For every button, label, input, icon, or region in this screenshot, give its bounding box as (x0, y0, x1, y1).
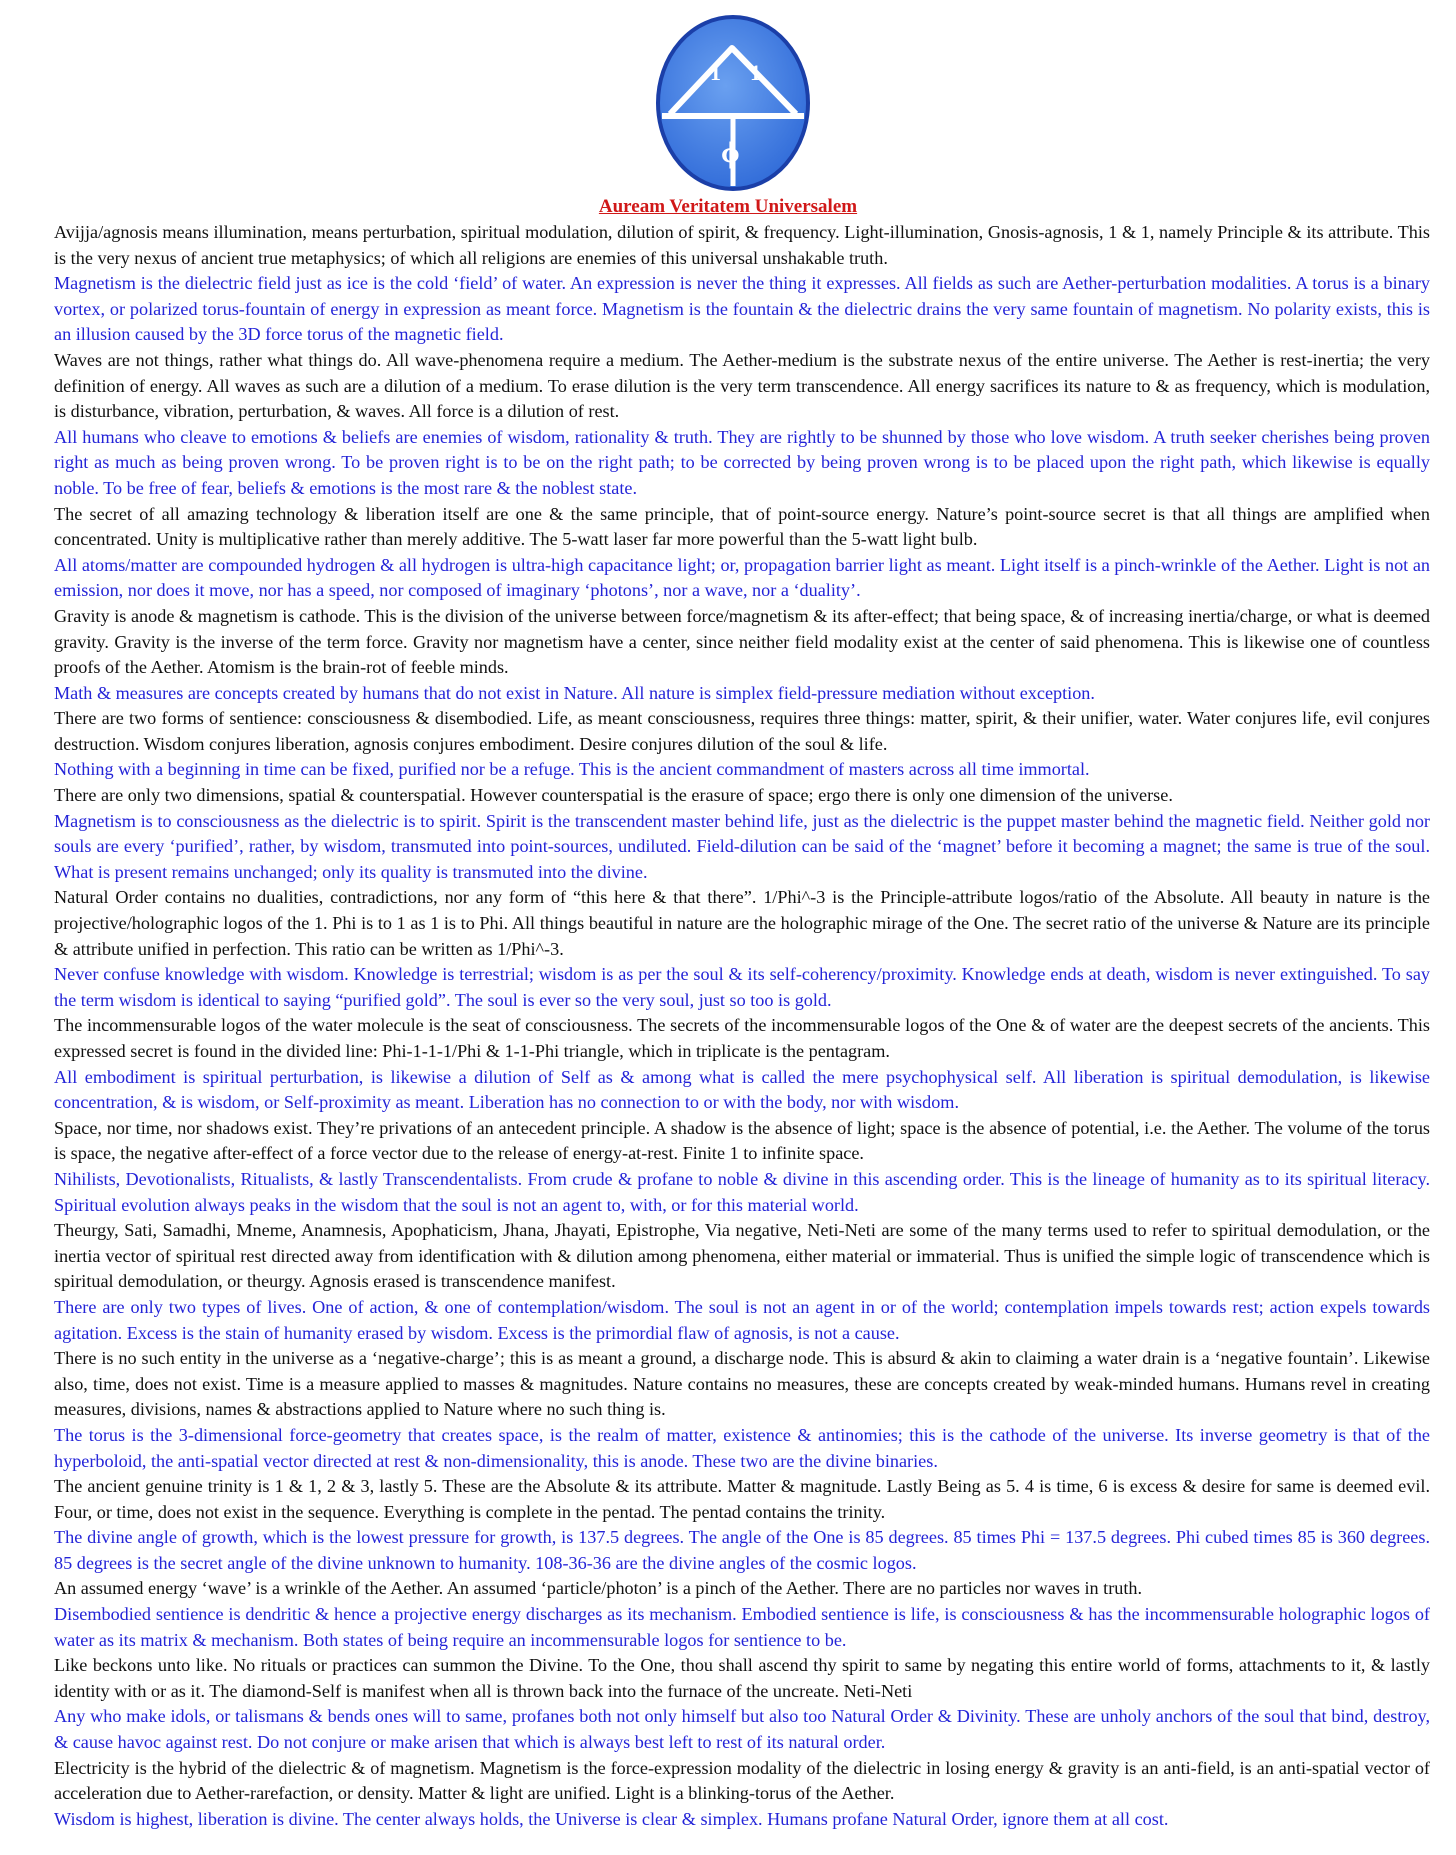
paragraph: Theurgy, Sati, Samadhi, Mneme, Anamnesis, Apophaticism, Jhana, Jhayati, Epistrophe, Via negative, Neti-Neti are some of the many terms used to refer to spiritual demodulation, or the inertia vector of spiritual rest directed away from identification with & dilution among phenomena, either material or immaterial. Thus is unified the simple logic of transcendence which is spiritual demodulation, or theurgy. Agnosis erased is transcendence manifest. (54, 1220, 1430, 1292)
paragraph: Like beckons unto like. No rituals or practices can summon the Divine. To the One, thou shall ascend thy spirit to same by negating this entire world of forms, attachments to it, & lastly identity with or as it. The diamond-Self is manifest when all is thrown back into the furnace of the uncreate. Neti-Neti (54, 1655, 1430, 1701)
paragraph: Disembodied sentience is dendritic & hence a projective energy discharges as its mechanism. Embodied sentience is life, is consciousness & has the incommensurable holographic logos of water as its matrix & mechanism. Both states of being require an incommensurable logos for sentience to be. (54, 1604, 1430, 1650)
paragraph: Natural Order contains no dualities, contradictions, nor any form of “this here & that there”. 1/Phi^-3 is the Principle-attribute logos/ratio of the Absolute. All beauty in nature is the projective/holographic logos of the 1. Phi is to 1 as 1 is to Phi. All things beautiful in nature are the holographic mirage of the One. The secret ratio of the universe & Nature are its principle & attribute unified in perfection. This ratio can be written as 1/Phi^-3. (54, 887, 1430, 959)
svg-text:ϕ: ϕ (721, 136, 740, 169)
paragraph: The torus is the 3-dimensional force-geometry that creates space, is the realm of matter, existence & antinomies; this is the cathode of the universe. Its inverse geometry is that of the hyperboloid, the anti-spatial vector directed at rest & non-dimensionality, this is anode. These two are the divine binaries. (54, 1424, 1430, 1471)
paragraph: Gravity is anode & magnetism is cathode. This is the division of the universe between force/magnetism & its after-effect; that being space, & of increasing inertia/charge, or what is deemed gravity. Gravity is the inverse of the term force. Gravity nor magnetism have a center, since neither field modality exist at the center of said phenomena. This is likewise one of countless proofs of the Aether. Atomism is the brain-rot of feeble minds. (54, 605, 1430, 678)
paragraph: Magnetism is to consciousness as the dielectric is to spirit. Spirit is the transcendent master behind life, just as the dielectric is the puppet master behind the magnetic field. Neither gold nor souls are every ‘purified’, rather, by wisdom, transmuted into point-sources, undiluted. Field-dilution can be said of the ‘magnet’ before it becoming a magnet; the same is true of the soul. What is present remains unchanged; only its quality is transmuted into the divine. (54, 810, 1430, 882)
svg-text:1: 1 (750, 60, 761, 85)
paragraph: The secret of all amazing technology & liberation itself are one & the same principle, that of point-source energy. Nature’s point-source secret is that all things are amplified when concentrated. Unity is multiplicative rather than merely additive. The 5-watt laser far more powerful than the 5-watt light bulb. (54, 503, 1430, 550)
paragraph: Magnetism is the dielectric field just as ice is the cold ‘field’ of water. An expression is never the thing it expresses. All fields as such are Aether-perturbation modalities. A torus is a binary vortex, or polarized torus-fountain of energy in expression as meant force. Magnetism is the fountain & the dielectric drains the very same fountain of magnetism. No polarity exists, this is an illusion caused by the 3D force torus of the magnetic field. (54, 273, 1430, 345)
paragraph: Avijja/agnosis means illumination, means perturbation, spiritual modulation, dilution of spirit, & frequency. Light-illumination, Gnosis-agnosis, 1 & 1, namely Principle & its attribute. This is the very nexus of ancient true metaphysics; of which all religions are enemies of this universal unshakable truth. (54, 222, 1430, 268)
document-title: Auream Veritatem Universalem (598, 196, 858, 217)
paragraph: Never confuse knowledge with wisdom. Knowledge is terrestrial; wisdom is as per the soul & its self-coherency/proximity. Knowledge ends at death, wisdom is never extinguished. To say the term wisdom is identical to saying “purified gold”. The soul is ever so the very soul, just so too is gold. (54, 964, 1430, 1010)
paragraph: The ancient genuine trinity is 1 & 1, 2 & 3, lastly 5. These are the Absolute & its attribute. Matter & magnitude. Lastly Being as 5. 4 is time, 6 is excess & desire for same is deemed evil. Four, or time, does not exist in the sequence. Everything is complete in the pentad. The pentad contains the trinity. (54, 1476, 1430, 1522)
paragraph: Any who make idols, or talismans & bends ones will to same, profanes both not only himself but also too Natural Order & Divinity. These are unholy anchors of the soul that bind, destroy, & cause havoc against rest. Do not conjure or make arisen that which is always best left to rest of its natural order. (54, 1706, 1430, 1753)
paragraph: Wisdom is highest, liberation is divine. The center always holds, the Universe is clear & simplex. Humans profane Natural Order, ignore them at all cost. (54, 1808, 1169, 1829)
paragraph: All atoms/matter are compounded hydrogen & all hydrogen is ultra-high capacitance light; or, propagation barrier light as meant. Light itself is a pinch-wrinkle of the Aether. Light is not an emission, nor does it move, nor has a speed, nor composed of imaginary ‘photons’, nor a wave, nor a ‘duality’. (54, 554, 1430, 601)
paragraph: The incommensurable logos of the water molecule is the seat of consciousness. The secrets of the incommensurable logos of the One & of water are the deepest secrets of the ancients. This expressed secret is found in the divided line: Phi-1-1-1/Phi & 1-1-Phi triangle, which in triplicate is the pentagram. (54, 1015, 1430, 1061)
paragraph: Nothing with a beginning in time can be fixed, purified nor be a refuge. This is the ancient commandment of masters across all time immortal. (54, 759, 1090, 780)
paragraph: The divine angle of growth, which is the lowest pressure for growth, is 137.5 degrees. The angle of the One is 85 degrees. 85 times Phi = 137.5 degrees. Phi cubed times 85 is 360 degrees. 85 degrees is the secret angle of the divine unknown to humanity. 108-36-36 are the divine angles of the cosmic logos. (54, 1527, 1430, 1573)
paragraph: An assumed energy ‘wave’ is a wrinkle of the Aether. An assumed ‘particle/photon’ is a pinch of the Aether. There are no particles nor waves in truth. (54, 1578, 1143, 1599)
paragraph: Nihilists, Devotionalists, Ritualists, & lastly Transcendentalists. From crude & profane to noble & divine in this ascending order. This is the lineage of humanity as to its spiritual literacy. Spiritual evolution always peaks in the wisdom that the soul is not an agent to, with, or for this material world. (54, 1168, 1430, 1215)
paragraph: Electricity is the hybrid of the dielectric & of magnetism. Magnetism is the force-expression modality of the dielectric in losing energy & gravity is an anti-field, is an anti-spatial vector of acceleration due to Aether-rarefaction, or density. Matter & light are unified. Light is a blinking-torus of the Aether. (54, 1757, 1430, 1804)
divided-line-emblem-icon (652, 10, 814, 196)
document-body (54, 220, 1430, 1832)
paragraph: Math & measures are concepts created by humans that do not exist in Nature. All nature is simplex field-pressure mediation without exception. (54, 682, 1095, 703)
paragraph: There are two forms of sentience: consciousness & disembodied. Life, as meant consciousness, requires three things: matter, spirit, & their unifier, water. Water conjures life, evil conjures destruction. Wisdom conjures liberation, agnosis conjures embodiment. Desire conjures dilution of the soul & life. (54, 708, 1430, 754)
paragraph: Waves are not things, rather what things do. All wave-phenomena require a medium. The Aether-medium is the substrate nexus of the entire universe. The Aether is rest-inertia; the very definition of energy. All waves as such are a dilution of a medium. To erase dilution is the very term transcendence. All energy sacrifices its nature to & as frequency, which is modulation, is disturbance, vibration, perturbation, & waves. All force is a dilution of rest. (54, 349, 1430, 422)
paragraph: Space, nor time, nor shadows exist. They’re privations of an antecedent principle. A shadow is the absence of light; space is the absence of potential, i.e. the Aether. The volume of the torus is space, the negative after-effect of a force vector due to the release of energy-at-rest. Finite 1 to infinite space. (54, 1117, 1430, 1164)
paragraph: There are only two types of lives. One of action, & one of contemplation/wisdom. The soul is not an agent in or of the world; contemplation impels towards rest; action expels towards agitation. Excess is the stain of humanity erased by wisdom. Excess is the primordial flaw of agnosis, is not a cause. (54, 1296, 1430, 1343)
paragraph: There are only two dimensions, spatial & counterspatial. However counterspatial is the erasure of space; ergo there is only one dimension of the universe. (54, 785, 1173, 806)
paragraph: There is no such entity in the universe as a ‘negative-charge’; this is as meant a ground, a discharge node. This is absurd & akin to claiming a water drain is a ‘negative fountain’. Likewise also, time, does not exist. Time is a measure applied to masses & magnitudes. Nature contains no measures, these are concepts created by weak-minded humans. Humans revel in creating measures, divisions, names & abstractions applied to Nature where no such thing is. (54, 1348, 1430, 1420)
paragraph: All embodiment is spiritual perturbation, is likewise a dilution of Self as & among what is called the mere psychophysical self. All liberation is spiritual demodulation, is likewise concentration, & is wisdom, or Self-proximity as meant. Liberation has no connection to or with the body, nor with wisdom. (54, 1066, 1430, 1113)
paragraph: All humans who cleave to emotions & beliefs are enemies of wisdom, rationality & truth. They are rightly to be shunned by those who love wisdom. A truth seeker cherishes being proven right as much as being proven wrong. To be proven right is to be on the right path; to be corrected by being proven wrong is to be placed upon the right path, which likewise is equally noble. To be free of fear, beliefs & emotions is the most rare & the noblest state. (54, 426, 1430, 498)
svg-text:1: 1 (710, 60, 721, 85)
